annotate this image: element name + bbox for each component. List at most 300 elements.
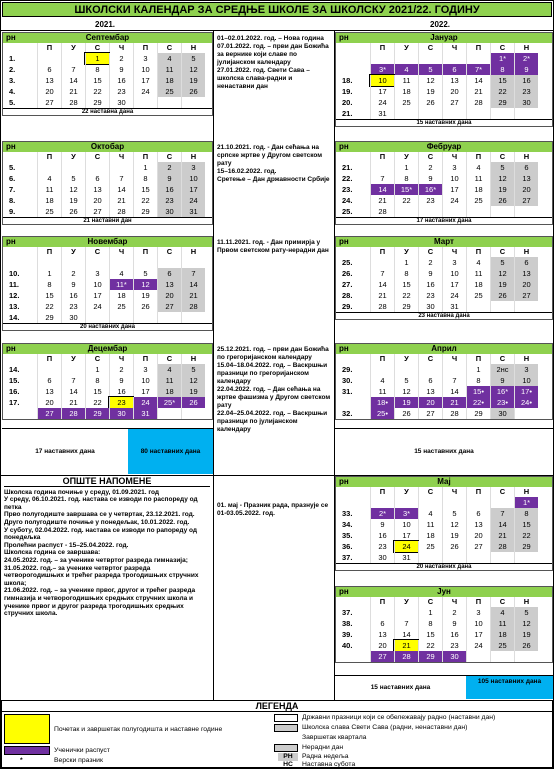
day-cell: 9 [370,519,394,530]
day-cell: 29 [514,541,538,552]
day-cell: 16 [61,290,85,301]
day-cell: 21 [490,530,514,541]
week-row [3,75,212,86]
day-cell: 26 [442,541,466,552]
week-row [3,301,212,312]
week-number: 6. [9,174,16,183]
weekday-label: С [157,354,181,364]
day-cell: 27 [37,408,61,419]
page-title: ШКОЛСКИ КАЛЕНДАР ЗА СРЕДЊЕ ШКОЛЕ ЗА ШКОЛСКУ 2021/22. ГОДИНУ [2,2,552,17]
day-cell: 16 [109,386,133,397]
weekday-label: С [490,597,514,607]
divider-left [213,30,214,700]
day-cell: 10 [133,375,157,386]
day-cell: 23 [418,290,442,301]
month-feb [335,141,553,225]
week-number: 12. [9,291,20,300]
day-cell: 23 [157,195,181,206]
day-cell [370,257,394,268]
day-cell: 17 [442,279,466,290]
day-cell [109,162,133,173]
day-cell [157,97,181,108]
day-cell [466,301,490,312]
week-row [336,301,552,312]
day-cell: 20 [442,86,466,97]
day-cell: 11 [466,173,490,184]
day-cell: 21 [61,86,85,97]
day-cell: 1 [133,162,157,173]
day-cell: 9 [418,268,442,279]
day-cell: 5 [133,268,157,279]
day-cell: 18 [490,629,514,640]
day-cell: 18 [466,279,490,290]
weekday-label: С [418,43,442,53]
day-cell: 6 [514,162,538,173]
week-row [3,162,212,173]
week-number: 29. [342,302,353,311]
day-cell [418,53,442,64]
day-cell: 8 [394,173,418,184]
day-cell: 16 [514,75,538,86]
week-number: 21. [342,163,353,172]
day-cell: 11 [370,386,394,397]
day-cell: 18 [109,290,133,301]
week-number [336,651,370,662]
week-number: 20. [342,98,353,107]
general-note-line: 24.05.2022. год. – за ученике четвртог разреда гимназија; [4,556,188,564]
week-number: 11. [9,280,20,289]
week-number: 36. [342,542,353,551]
week-number-header [3,354,37,364]
week-number: 37. [342,608,353,617]
week-row [336,75,552,86]
day-cell: 4 [466,257,490,268]
day-cell: 2 [418,162,442,173]
weekday-label: Ч [442,487,466,497]
weekday-label: Н [181,43,205,53]
day-cell: 23 [418,195,442,206]
weekday-label: Н [514,487,538,497]
day-cell [370,364,394,375]
day-cell: 20 [514,184,538,195]
week-number: 2. [9,65,16,74]
day-cell: 22 [514,530,538,541]
general-note-line: Прво полугодиште завршава се у четвртак, 23.12.2021. год. [4,511,195,519]
day-cell: 17 [181,184,205,195]
weekday-label: С [85,354,109,364]
general-note-line: Школска година се завршава: [4,549,101,557]
day-cell: 22• [466,397,490,408]
day-cell: 7 [370,268,394,279]
rn-label: рн [339,237,349,246]
day-cell: 18 [466,184,490,195]
week-row [336,640,552,651]
month-jan [335,32,553,127]
day-cell: 5 [490,162,514,173]
weekday-label: Н [181,247,205,257]
weekday-label: У [61,354,85,364]
week-number: 27. [342,280,353,289]
week-number: 25. [342,258,353,267]
general-note-line: У среду, 06.10.2021. год. настава се изводи по распореду од петка [4,496,198,511]
day-cell: 13 [37,386,61,397]
day-cell [466,497,490,508]
day-cell: 7 [370,173,394,184]
day-cell: 28 [466,97,490,108]
day-cell: 12 [394,386,418,397]
week-row [336,184,552,195]
day-cell: 31 [133,408,157,419]
legend-end-text: Завршетак квартала [302,734,367,741]
day-cell: 12 [181,64,205,75]
week-row [336,508,552,519]
weekday-label: С [418,247,442,257]
day-cell: 3 [133,53,157,64]
day-cell: 13 [442,75,466,86]
day-cell: 12 [490,268,514,279]
year-left: 2021. [95,20,116,29]
week-row [336,618,552,629]
legend-rn-text: Радна недеља [302,753,349,760]
day-cell: 25 [466,290,490,301]
month-nov [2,236,213,331]
day-cell: 19 [490,184,514,195]
week-row [3,375,212,386]
day-cell: 3 [442,162,466,173]
day-cell: 10 [442,268,466,279]
day-cell [61,364,85,375]
day-cell: 29 [85,408,109,419]
day-cell: 24 [133,397,157,408]
day-cell: 31 [442,301,466,312]
month-header [336,587,552,597]
legend-grey-text: Нерадни дан [302,744,344,751]
legend-rn-label: РН [278,753,298,761]
day-cell: 7 [181,268,205,279]
week-number: 10. [9,269,20,278]
day-cell: 13 [85,184,109,195]
day-cell: 24 [442,290,466,301]
day-cell [37,364,61,375]
weekday-label: Н [514,152,538,162]
weekday-label: Н [514,597,538,607]
day-cell [181,257,205,268]
week-number: 13. [9,302,20,311]
month-header [3,237,212,247]
day-cell: 26 [490,290,514,301]
week-number: 39. [342,630,353,639]
day-cell: 19 [418,86,442,97]
weekday-header [3,43,212,53]
day-cell: 11 [157,375,181,386]
week-row [3,97,212,108]
day-cell: 28 [109,206,133,217]
weekday-label: С [85,43,109,53]
day-cell: 1* [514,497,538,508]
day-cell: 8 [514,508,538,519]
week-row [336,552,552,563]
day-cell [514,108,538,119]
week-row [336,206,552,217]
day-cell: 14 [370,279,394,290]
day-cell: 15 [85,75,109,86]
week-row [336,257,552,268]
weekday-label: У [61,152,85,162]
week-number-header [336,152,370,162]
weekday-label: Ч [109,247,133,257]
week-row [3,364,212,375]
week-number: 25. [342,207,353,216]
weekday-label: Ч [442,354,466,364]
month-header [3,344,212,354]
day-cell: 1 [418,607,442,618]
day-cell: 4 [37,173,61,184]
legend-slava-swatch [274,724,298,732]
rn-label: рн [6,237,16,246]
day-cell: 28 [181,301,205,312]
day-cell: 3 [514,364,538,375]
month-apr [335,343,553,420]
week-number: 37. [342,553,353,562]
week-number: 32. [342,409,353,418]
day-cell: 25 [394,97,418,108]
weekday-label: Ч [109,354,133,364]
weekday-label: С [490,152,514,162]
day-cell: 5 [490,257,514,268]
weekday-label: П [370,597,394,607]
day-cell [85,162,109,173]
rn-label: рн [339,587,349,596]
week-row [336,629,552,640]
day-cell: 15 [394,279,418,290]
day-cell: 3 [85,268,109,279]
week-row [3,53,212,64]
weekday-label: П [466,43,490,53]
day-cell: 2 [418,257,442,268]
day-cell [133,312,157,323]
day-cell: 30 [61,312,85,323]
year-right: 2022. [430,20,451,29]
week-number [3,257,37,268]
day-cell: 13 [418,386,442,397]
day-cell: 31 [370,108,394,119]
day-cell: 16 [109,75,133,86]
day-cell [37,257,61,268]
month-footer: 20 наставних дана [336,563,552,570]
day-cell: 17 [394,530,418,541]
day-cell: 3* [394,508,418,519]
day-cell: 6 [514,257,538,268]
day-cell [85,257,109,268]
day-cell: 24• [514,397,538,408]
divider-right [334,30,335,700]
weekday-header [336,247,552,257]
month-name: Март [434,237,454,246]
weekday-label: Ч [442,247,466,257]
weekday-label: С [490,247,514,257]
day-cell [370,607,394,618]
day-cell: 26 [133,301,157,312]
rn-label: рн [6,344,16,353]
week-number: 1. [9,54,16,63]
day-cell: 25 [157,86,181,97]
week-number: 22. [342,174,353,183]
week-row [3,312,212,323]
week-row [3,86,212,97]
day-cell: 1 [394,162,418,173]
week-row [3,397,212,408]
week-number-header [3,43,37,53]
day-cell: 1* [490,53,514,64]
day-cell: 6 [85,173,109,184]
day-cell: 13 [514,268,538,279]
day-cell: 14 [394,629,418,640]
day-cell: 2 [157,162,181,173]
week-number: 16. [9,387,20,396]
month-footer: 21 наставни дан [3,217,212,224]
day-cell [514,408,538,419]
week-number [336,64,370,75]
day-cell: 20 [85,195,109,206]
day-cell [394,607,418,618]
day-cell: 29 [133,206,157,217]
day-cell [466,651,490,662]
day-cell: 22 [394,290,418,301]
day-cell: 21 [370,290,394,301]
weekday-header [336,597,552,607]
day-cell: 19 [442,530,466,541]
week-number: 30. [342,376,353,385]
week-row [336,386,552,397]
month-may [335,476,553,571]
week-row [336,530,552,541]
day-cell: 31 [394,552,418,563]
weekday-label: С [418,354,442,364]
weekday-header [336,152,552,162]
week-row [336,607,552,618]
day-cell: 4 [370,375,394,386]
day-cell [181,408,205,419]
day-cell: 10 [133,64,157,75]
weekday-label: П [466,487,490,497]
day-cell [61,53,85,64]
month-mar [335,236,553,320]
month-header [336,142,552,152]
week-row [3,206,212,217]
general-notes [2,476,212,700]
week-row [336,195,552,206]
day-cell: 5 [442,508,466,519]
weekday-label: С [157,247,181,257]
week-row [3,268,212,279]
week-number: 18. [342,76,353,85]
weekday-label: С [85,247,109,257]
legend-ns-text: Настaвна субота [302,761,356,768]
weekday-label: П [466,152,490,162]
day-cell: 15* [394,184,418,195]
weekday-label: П [466,597,490,607]
day-cell: 1 [85,53,109,64]
month-header [336,344,552,354]
day-cell: 28 [61,97,85,108]
day-cell: 27 [514,290,538,301]
weekday-label: С [85,152,109,162]
day-cell: 20 [37,397,61,408]
day-cell [442,53,466,64]
day-cell: 27 [418,408,442,419]
day-cell: 26 [514,640,538,651]
weekday-label: П [37,152,61,162]
day-cell [181,97,205,108]
day-cell [514,651,538,662]
day-cell: 9 [490,375,514,386]
week-row [336,408,552,419]
week-row [336,53,552,64]
day-cell: 4 [418,508,442,519]
day-cell: 31 [181,206,205,217]
month-name: Октобар [90,142,125,151]
day-cell: 17 [133,386,157,397]
weekday-label: П [133,43,157,53]
week-number-header [336,597,370,607]
day-cell [109,257,133,268]
day-cell: 29 [394,301,418,312]
month-header [336,477,552,487]
weekday-label: С [490,43,514,53]
day-cell [37,162,61,173]
legend-title: ЛЕГЕНДА [2,701,552,712]
day-cell: 20 [157,290,181,301]
day-cell: 2* [514,53,538,64]
note-may: 01. мај - Празник рада, празнује се 01-03.05.2022. год. [217,502,329,517]
weekday-label: П [466,247,490,257]
day-cell [394,497,418,508]
day-cell: 16* [418,184,442,195]
day-cell: 19 [394,397,418,408]
day-cell: 23 [514,86,538,97]
day-cell: 19 [133,290,157,301]
day-cell: 9 [109,64,133,75]
weekday-label: У [394,152,418,162]
day-cell: 23 [442,640,466,651]
week-number: 33. [342,509,353,518]
day-cell: 21 [466,86,490,97]
week-row [3,64,212,75]
day-cell: 22 [490,86,514,97]
day-cell: 2нс [490,364,514,375]
month-name: Фебруар [426,142,462,151]
day-cell: 21 [370,195,394,206]
day-cell: 4 [466,162,490,173]
week-row [336,497,552,508]
day-cell [490,301,514,312]
day-cell: 18 [418,530,442,541]
week-number: 21. [342,109,353,118]
note-october: 21.10.2021. год. - Дан сећања на српске жртве у Другом светском рату 15–16.02.2022. год. Сретење – Дан државности Србије [217,144,330,183]
month-name: Новембар [87,237,128,246]
day-cell: 23 [109,397,133,408]
month-name: Јануар [430,33,458,42]
day-cell [394,53,418,64]
week-number: 38. [342,619,353,628]
week-row [336,268,552,279]
day-cell: 21 [61,397,85,408]
day-cell: 27 [466,541,490,552]
day-cell: 25 [418,541,442,552]
legend-holiday-text: Државни празници који се обележавају радно (наставни дан) [302,714,496,721]
day-cell: 24 [181,195,205,206]
general-note-line: У суботу, 02.04.2022. год. настава се изводи по рапореду од понедељка [4,526,198,542]
